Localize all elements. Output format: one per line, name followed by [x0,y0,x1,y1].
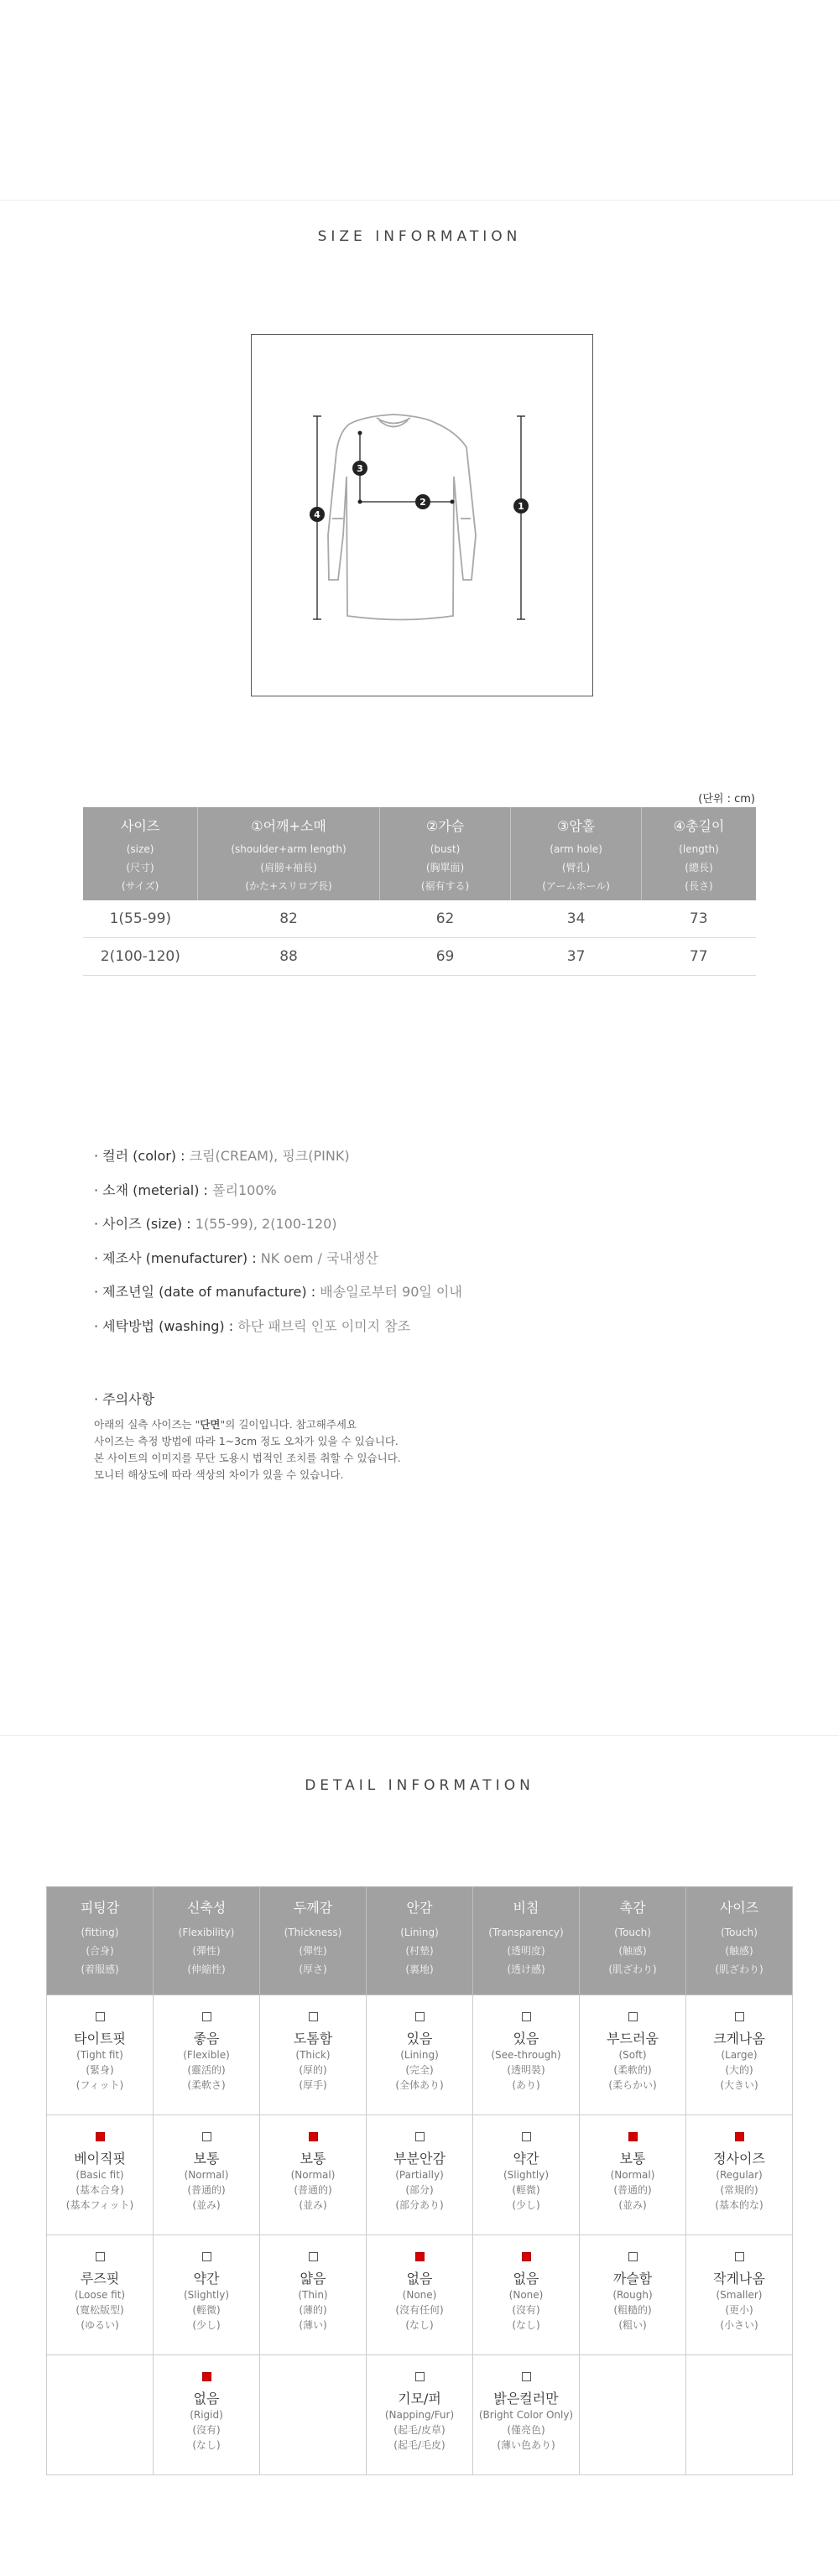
checkbox-empty-icon [202,2012,211,2021]
option-sub: (基本合身) [76,2184,124,2196]
option-sub: (起毛/毛皮) [393,2439,446,2451]
option-label: 보통 [300,2151,326,2167]
detail-header-sub: (合身) [86,1945,114,1957]
option-sub: (輕微) [192,2304,221,2316]
detail-option-cell [154,2115,260,2235]
detail-option-cell [686,2235,793,2355]
option-label: 부분안감 [393,2151,446,2167]
notice-line-3: 본 사이트의 이미지를 무단 도용시 법적인 조치를 취할 수 있습니다. [94,1452,401,1464]
option-sub: (Bright Color Only) [478,2409,574,2421]
option-label: 까슬함 [612,2271,653,2287]
size-table [83,807,756,976]
notice-title: · 주의사항 [94,1391,154,1407]
detail-header-sub: (fitting) [81,1927,119,1938]
option-sub: (基本フィット) [65,2199,134,2211]
detail-option-cell [47,1995,154,2115]
option-label: 정사이즈 [713,2151,765,2167]
size-row [83,938,756,976]
size-header-sub: (尺寸) [126,862,154,873]
option-sub: (薄的) [299,2304,327,2316]
option-sub: (普通的) [294,2184,332,2196]
size-cell: 88 [198,938,380,976]
size-header-main: ③암홀 [556,818,596,834]
option-label: 없음 [193,2391,220,2407]
spec-label: · 소재 (meterial) : [94,1181,213,1198]
size-cell: 62 [379,900,510,938]
checkbox-empty-icon [522,2372,531,2381]
option-sub: (輕微) [512,2184,540,2196]
middle-divider [0,1735,839,1736]
size-header-cell [641,807,756,900]
option-sub: (普通的) [613,2184,652,2196]
option-label: 루즈핏 [80,2271,120,2287]
option-sub: (柔らかい) [608,2079,657,2091]
option-label: 작게나옴 [713,2271,765,2287]
detail-option-cell [154,2235,260,2355]
checkbox-empty-icon [628,2252,638,2261]
checkbox-checked-icon [415,2252,425,2261]
checkbox-empty-icon [522,2012,531,2021]
option-sub: (See-through) [491,2049,561,2061]
size-header-sub: (胸單面) [425,862,465,873]
detail-option-cell [580,2355,686,2475]
checkbox-empty-icon [96,2012,105,2021]
option-sub: (少し) [192,2319,221,2331]
checkbox-checked-icon [522,2252,531,2261]
notice-line-1-bold: 단면 [200,1418,221,1431]
size-header-main: ①어깨+소매 [251,818,326,834]
option-sub: (フィット) [76,2079,124,2091]
size-cell: 73 [641,900,756,938]
detail-header-cell [47,1887,154,1995]
detail-header-sub: (肌ざわり) [715,1963,763,1975]
checkbox-empty-icon [202,2252,211,2261]
option-label: 약간 [193,2271,220,2287]
detail-option-cell [260,2235,367,2355]
option-sub: (Slightly) [503,2169,549,2181]
notice-line-1 [94,1416,401,1433]
marker-label-4: 4 [314,509,320,520]
detail-header-cell [580,1887,686,1995]
measurement-lines [251,334,593,696]
option-sub: (沒有) [512,2304,540,2316]
option-sub: (並み) [192,2199,221,2211]
option-sub: (Basic fit) [76,2169,124,2181]
option-label: 없음 [406,2271,433,2287]
option-label: 있음 [406,2031,433,2047]
detail-header-sub: (触感) [725,1945,753,1957]
size-header-sub: (size) [126,843,154,855]
option-sub: (Rigid) [190,2409,223,2421]
option-sub: (並み) [618,2199,647,2211]
size-cell: 82 [198,900,380,938]
spec-label: · 제조년일 (date of manufacture) : [94,1284,320,1300]
detail-option-cell [686,2355,793,2475]
option-label: 있음 [513,2031,539,2047]
detail-header-sub: (Thickness) [284,1927,342,1938]
detail-option-cell [260,2115,367,2235]
detail-table [46,1886,793,2475]
checkbox-empty-icon [202,2132,211,2141]
detail-header-main: 촉감 [619,1900,646,1916]
option-sub: (薄い) [299,2319,327,2331]
detail-option-cell [367,1995,473,2115]
checkbox-empty-icon [96,2252,105,2261]
size-header-sub: (arm hole) [550,843,602,855]
detail-header-cell [367,1887,473,1995]
detail-header-main: 두께감 [293,1900,333,1916]
spec-label: · 세탁방법 (washing) : [94,1317,238,1334]
option-label: 없음 [513,2271,539,2287]
checkbox-checked-icon [202,2372,211,2381]
detail-header-cell [686,1887,793,1995]
detail-header-cell [154,1887,260,1995]
checkbox-checked-icon [96,2132,105,2141]
option-label: 크게나옴 [713,2031,765,2047]
size-cell: 37 [511,938,642,976]
detail-header-sub: (彈性) [299,1945,327,1957]
detail-header-main: 신축성 [186,1900,227,1916]
spec-label: · 제조사 (menufacturer) : [94,1249,261,1266]
detail-option-cell [686,2115,793,2235]
checkbox-checked-icon [735,2132,744,2141]
option-sub: (起毛/皮草) [393,2424,446,2436]
option-sub: (普通的) [187,2184,226,2196]
size-table-header [83,807,756,900]
detail-option-cell [367,2115,473,2235]
option-sub: (緊身) [86,2064,114,2076]
size-header-cell [379,807,510,900]
option-sub: (沒有任何) [395,2304,444,2316]
size-header-sub: (肩膀+袖長) [260,862,317,873]
option-sub: (Slightly) [183,2289,229,2301]
detail-option-cell [473,2115,580,2235]
detail-row [47,2355,793,2475]
option-label: 타이트핏 [74,2031,126,2047]
option-label: 좋음 [193,2031,220,2047]
spec-item [94,1211,462,1245]
detail-header-sub: (透明度) [507,1945,545,1957]
option-sub: (常規的) [720,2184,758,2196]
option-sub: (Thick) [295,2049,331,2061]
size-header-sub: (length) [679,843,719,855]
spec-value: NK oem / 국내생산 [260,1249,378,1266]
spec-label: · 사이즈 (size) : [94,1216,195,1232]
size-table-body [83,900,756,976]
option-sub: (僅亮色) [507,2424,545,2436]
size-header-main: ④총길이 [673,818,725,834]
detail-header-sub: (裏地) [405,1963,434,1975]
option-sub: (並み) [299,2199,327,2211]
size-header-sub: (裾有する) [420,880,470,892]
checkbox-empty-icon [415,2372,425,2381]
detail-header-sub: (Flexibility) [178,1927,235,1938]
checkbox-checked-icon [628,2132,638,2141]
size-cell: 77 [641,938,756,976]
option-sub: (Normal) [184,2169,229,2181]
option-sub: (柔軟さ) [187,2079,226,2091]
option-sub: (靈活的) [187,2064,226,2076]
detail-row [47,2115,793,2235]
detail-option-cell [47,2115,154,2235]
option-sub: (Flexible) [183,2049,230,2061]
detail-row [47,1995,793,2115]
option-sub: (寛松版型) [76,2304,124,2316]
detail-option-cell [367,2355,473,2475]
option-sub: (全体あり) [395,2079,444,2091]
detail-header-main: 사이즈 [719,1900,759,1916]
checkbox-empty-icon [309,2252,318,2261]
spec-item [94,1177,462,1212]
option-sub: (完全) [405,2064,434,2076]
option-sub: (部分) [405,2184,434,2196]
size-header-cell [83,807,198,900]
detail-header-cell [260,1887,367,1995]
detail-header-sub: (伸縮性) [187,1963,226,1975]
option-label: 보통 [193,2151,220,2167]
checkbox-empty-icon [735,2012,744,2021]
size-cell: 34 [511,900,642,938]
notice-line-4: 모니터 해상도에 따라 색상의 차이가 있을 수 있습니다. [94,1468,344,1481]
option-label: 부드러움 [607,2031,659,2047]
option-sub: (あり) [512,2079,540,2091]
option-sub: (Tight fit) [76,2049,123,2061]
option-sub: (None) [402,2289,437,2301]
marker-label-1: 1 [518,501,524,512]
spec-value: 배송일로부터 90일 이내 [320,1284,462,1300]
option-sub: (厚的) [299,2064,327,2076]
option-sub: (粗い) [618,2319,647,2331]
option-sub: (透明裝) [507,2064,545,2076]
option-sub: (なし) [192,2439,221,2451]
option-label: 약간 [513,2151,539,2167]
detail-header-sub: (彈性) [192,1945,221,1957]
marker-label-3: 3 [357,463,363,474]
option-label: 보통 [619,2151,646,2167]
notice-line-1-pre: 아래의 실측 사이즈는 " [94,1418,201,1431]
detail-header-sub: (Touch) [614,1927,651,1938]
checkbox-empty-icon [415,2132,425,2141]
detail-header-sub: (着服感) [81,1963,119,1975]
detail-option-cell [154,1995,260,2115]
spec-value: 크림(CREAM), 핑크(PINK) [189,1148,350,1164]
option-sub: (部分あり) [395,2199,444,2211]
option-sub: (なし) [512,2319,540,2331]
spec-value: 1(55-99), 2(100-120) [195,1216,337,1232]
checkbox-empty-icon [309,2012,318,2021]
detail-header-cell [473,1887,580,1995]
spec-item [94,1313,462,1348]
option-label: 기모/퍼 [398,2391,441,2407]
detail-option-cell [367,2235,473,2355]
spec-value: 폴리100% [212,1181,277,1198]
option-sub: (Regular) [716,2169,763,2181]
checkbox-empty-icon [415,2012,425,2021]
detail-option-cell [473,1995,580,2115]
detail-option-cell [260,1995,367,2115]
detail-option-cell [260,2355,367,2475]
size-header-sub: (長さ) [685,880,713,892]
option-sub: (Lining) [400,2049,439,2061]
marker-label-2: 2 [420,497,426,508]
size-header-cell [198,807,380,900]
option-sub: (沒有) [192,2424,221,2436]
option-sub: (Loose fit) [74,2289,126,2301]
detail-option-cell [473,2355,580,2475]
unit-note: (단위 : cm) [698,793,755,806]
option-sub: (柔軟的) [613,2064,652,2076]
notice-line-1-post: "의 길이입니다. 참고해주세요 [220,1418,357,1431]
spec-label: · 컬러 (color) : [94,1148,190,1164]
detail-option-cell [580,2235,686,2355]
size-header-sub: (アームホール) [542,880,610,892]
detail-table-header [47,1887,793,1995]
detail-row [47,2235,793,2355]
option-sub: (大的) [725,2064,753,2076]
option-sub: (更小) [725,2304,753,2316]
option-sub: (Normal) [290,2169,336,2181]
detail-option-cell [154,2355,260,2475]
detail-option-cell [580,1995,686,2115]
detail-header-sub: (Transparency) [488,1927,564,1938]
option-label: 밝은컬러만 [493,2391,559,2407]
option-sub: (薄い色あり) [497,2439,555,2451]
detail-header-sub: (厚さ) [299,1963,327,1975]
size-header-main: ②가슴 [425,818,465,834]
detail-option-cell [47,2235,154,2355]
detail-header-sub: (肌ざわり) [608,1963,657,1975]
option-sub: (Thin) [298,2289,328,2301]
option-sub: (Large) [721,2049,758,2061]
option-sub: (Normal) [610,2169,655,2181]
option-sub: (Rough) [612,2289,653,2301]
detail-info-title: DETAIL INFORMATION [305,1777,534,1794]
option-sub: (Napping/Fur) [384,2409,455,2421]
option-sub: (基本的な) [715,2199,763,2211]
checkbox-empty-icon [522,2132,531,2141]
checkbox-empty-icon [628,2012,638,2021]
detail-option-cell [47,2355,154,2475]
size-header-sub: (shoulder+arm length) [231,843,347,855]
checkbox-empty-icon [735,2252,744,2261]
size-header-sub: (サイズ) [121,880,159,892]
option-sub: (None) [508,2289,544,2301]
option-label: 얇음 [300,2271,326,2287]
option-label: 베이직핏 [74,2151,126,2167]
spec-item [94,1143,462,1177]
spec-list [94,1143,462,1347]
detail-header-sub: (Lining) [400,1927,439,1938]
detail-table-body [47,1995,793,2475]
spec-item [94,1245,462,1280]
detail-header-sub: (触感) [618,1945,647,1957]
option-sub: (小さい) [720,2319,758,2331]
notice-line-2: 사이즈는 측정 방법에 따라 1~3cm 정도 오차가 있을 수 있습니다. [94,1435,399,1447]
size-cell: 69 [379,938,510,976]
detail-header-main: 비침 [513,1900,539,1916]
detail-option-cell [686,1995,793,2115]
size-header-sub: (bust) [430,843,461,855]
option-sub: (Soft) [618,2049,647,2061]
option-label: 도톰함 [293,2031,333,2047]
detail-option-cell [580,2115,686,2235]
size-header-cell [511,807,642,900]
option-sub: (厚手) [299,2079,327,2091]
size-row [83,900,756,938]
size-info-title: SIZE INFORMATION [317,228,522,245]
option-sub: (なし) [405,2319,434,2331]
detail-header-sub: (村墊) [405,1945,434,1957]
option-sub: (Partially) [395,2169,444,2181]
size-header-main: 사이즈 [120,818,160,834]
size-header-sub: (かた+スリロブ長) [245,880,332,892]
detail-header-main: 안감 [406,1900,433,1916]
size-cell: 1(55-99) [83,900,198,938]
option-sub: (少し) [512,2199,540,2211]
detail-option-cell [473,2235,580,2355]
option-sub: (粗糙的) [613,2304,652,2316]
size-header-sub: (臂孔) [561,862,591,873]
notice-block [94,1389,401,1484]
checkbox-checked-icon [309,2132,318,2141]
detail-header-main: 피팅감 [80,1900,120,1916]
detail-header-sub: (透け感) [507,1963,545,1975]
top-divider [0,200,839,201]
option-sub: (Smaller) [716,2289,763,2301]
spec-value: 하단 패브릭 인포 이미지 참조 [237,1317,411,1334]
option-sub: (大きい) [720,2079,758,2091]
option-sub: (ゆるい) [81,2319,119,2331]
detail-header-sub: (Touch) [721,1927,758,1938]
size-header-sub: (總長) [685,862,713,873]
spec-item [94,1279,462,1313]
size-cell: 2(100-120) [83,938,198,976]
